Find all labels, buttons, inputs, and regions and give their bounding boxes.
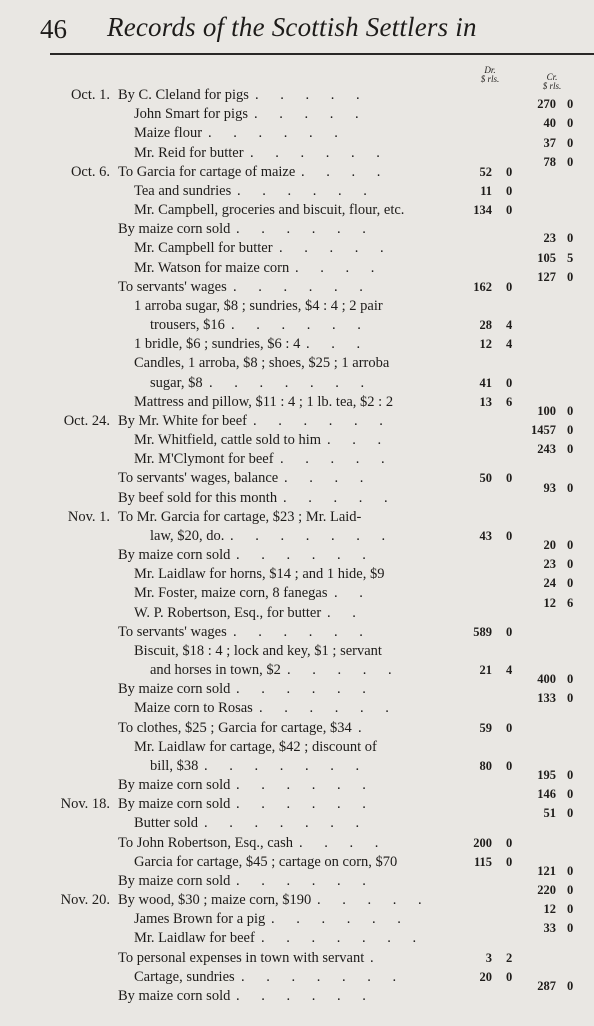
dot-leader: . . . — [327, 432, 391, 448]
entry-description: By Mr. White for beef — [118, 413, 247, 429]
credit-amount-dollars: 105 — [537, 251, 556, 265]
debit-amount-reals: 0 — [506, 721, 513, 735]
credit-amount — [0, 114, 594, 133]
dot-leader: . . . . . . — [271, 911, 410, 927]
entry-description: Mr. Laidlaw for cartage, $42 ; discount of — [134, 739, 377, 755]
entry-description: Mr. Campbell for butter — [134, 240, 273, 256]
credit-amount-reals: 0 — [567, 231, 574, 245]
credit-amount-dollars: 243 — [537, 442, 556, 456]
credit-amount — [0, 862, 594, 881]
dot-leader: . . . . . . . — [230, 528, 395, 544]
dot-leader: . . . . . . — [236, 796, 375, 812]
credit-amount — [0, 95, 594, 114]
entry-date: Oct. 24. — [63, 413, 110, 429]
ledger-row — [0, 270, 594, 297]
debit-amount-dollars: 43 — [479, 529, 492, 543]
debit-amount-dollars: 50 — [479, 471, 492, 485]
credit-amount-dollars: 23 — [543, 231, 556, 245]
dot-leader: . . . . . . . — [204, 758, 369, 774]
credit-amount-reals: 0 — [567, 787, 574, 801]
ledger-row — [0, 182, 594, 201]
ledger-row — [0, 642, 594, 661]
credit-amount — [0, 594, 594, 613]
credit-amount-reals: 0 — [567, 136, 574, 150]
entry-description: law, $20, do. — [150, 528, 225, 544]
credit-amount-reals: 0 — [567, 557, 574, 571]
ledger-row — [0, 596, 594, 623]
credit-amount-dollars: 20 — [543, 538, 556, 552]
entry-description: Candles, 1 arroba, $8 ; shoes, $25 ; 1 arroba — [134, 355, 390, 371]
dot-leader: . — [370, 950, 383, 966]
debit-amount-dollars: 134 — [473, 203, 492, 217]
debit-amount-reals: 0 — [506, 184, 513, 198]
debit-amount-reals: 4 — [506, 318, 513, 332]
credit-amount-reals: 0 — [567, 481, 574, 495]
debit-amount — [0, 201, 594, 220]
debit-amount-reals: 0 — [506, 759, 513, 773]
credit-amount-dollars: 121 — [537, 864, 556, 878]
dot-leader: . . . . . . — [259, 700, 398, 716]
credit-amount — [0, 900, 594, 919]
credit-amount-dollars: 51 — [543, 806, 556, 820]
entry-date: Nov. 18. — [60, 796, 110, 812]
credit-amount-dollars: 78 — [543, 155, 556, 169]
dot-leader: . . . . . . . — [261, 930, 426, 946]
debit-amount-dollars: 80 — [479, 759, 492, 773]
entry-description: sugar, $8 — [150, 375, 203, 391]
entry-description: By beef sold for this month — [118, 490, 278, 506]
credit-amount-dollars: 270 — [537, 97, 556, 111]
ledger-row — [0, 316, 594, 335]
entry-date: Nov. 20. — [60, 892, 110, 908]
dot-leader: . . . . . — [279, 240, 393, 256]
entry-description: Cartage, sundries — [134, 969, 235, 985]
entry-description: By maize corn sold — [118, 681, 231, 697]
credit-amount — [0, 479, 594, 498]
debit-amount — [0, 335, 594, 354]
credit-amount-reals: 0 — [567, 404, 574, 418]
debit-amount-reals: 2 — [506, 951, 513, 965]
ledger-row — [0, 297, 594, 316]
credit-amount-dollars: 195 — [537, 768, 556, 782]
dot-leader: . . . . . . — [236, 547, 375, 563]
credit-amount — [0, 574, 594, 593]
credit-amount-dollars: 23 — [543, 557, 556, 571]
ledger-row — [0, 949, 594, 968]
entry-description: To servants' wages — [118, 279, 227, 295]
ledger-row — [0, 155, 594, 182]
entry-date: Oct. 6. — [70, 164, 110, 180]
ledger-row — [0, 201, 594, 220]
dot-leader: . . . . . . — [250, 145, 389, 161]
dot-leader: . . . . . — [287, 662, 401, 678]
credit-amount-dollars: 24 — [543, 576, 556, 590]
dot-leader: . . . . . . — [231, 317, 370, 333]
debit-amount-reals: 0 — [506, 280, 513, 294]
ledger-row — [0, 691, 594, 718]
dot-leader: . . . . . . — [233, 624, 372, 640]
credit-amount — [0, 689, 594, 708]
debit-amount — [0, 834, 594, 853]
entry-description: By maize corn sold — [118, 796, 231, 812]
debit-amount-reals: 4 — [506, 663, 513, 677]
debit-amount-reals: 6 — [506, 395, 513, 409]
credit-amount-reals: 0 — [567, 423, 574, 437]
entry-description: Mr. Reid for butter — [134, 145, 244, 161]
entry-date: Nov. 1. — [67, 509, 110, 525]
credit-amount-reals: 0 — [567, 979, 574, 993]
credit-amount-reals: 0 — [567, 864, 574, 878]
dot-leader: . — [358, 720, 371, 736]
credit-amount-reals: 0 — [567, 155, 574, 169]
debit-amount-dollars: 589 — [473, 625, 492, 639]
entry-description: Mattress and pillow, $11 : 4 ; 1 lb. tea, $2 : 2 — [134, 394, 394, 410]
entry-description: Mr. Foster, maize corn, 8 fanegas — [134, 585, 328, 601]
debit-amount-dollars: 41 — [479, 376, 492, 390]
debit-amount — [0, 719, 594, 738]
dot-leader: . . . . . . . — [241, 969, 406, 985]
dot-leader: . . . . . . — [236, 777, 375, 793]
credit-amount-reals: 0 — [567, 672, 574, 686]
credit-amount-dollars: 400 — [537, 672, 556, 686]
entry-description: By maize corn sold — [118, 873, 231, 889]
debit-amount — [0, 949, 594, 968]
entry-description: By wood, $30 ; maize corn, $190 — [118, 892, 312, 908]
dot-leader: . . . . . — [283, 490, 397, 506]
credit-amount-reals: 0 — [567, 442, 574, 456]
entry-description: Mr. Laidlaw for horns, $14 ; and 1 hide, $9 — [134, 566, 385, 582]
entry-description: To John Robertson, Esq., cash — [118, 835, 293, 851]
dot-leader: . . . . — [284, 470, 373, 486]
debit-amount-reals: 0 — [506, 203, 513, 217]
dot-leader: . . . . . — [317, 892, 431, 908]
ledger-row — [0, 834, 594, 853]
debit-amount-dollars: 52 — [479, 165, 492, 179]
credit-amount — [0, 153, 594, 172]
credit-amount-reals: 5 — [567, 251, 574, 265]
debit-amount-dollars: 3 — [485, 951, 492, 965]
debit-amount-dollars: 12 — [479, 337, 492, 351]
ledger-row — [0, 335, 594, 354]
entry-description: Mr. Laidlaw for beef — [134, 930, 255, 946]
debit-amount — [0, 182, 594, 201]
credit-amount — [0, 402, 594, 421]
debit-amount-dollars: 28 — [479, 318, 492, 332]
credit-amount — [0, 555, 594, 574]
credit-amount — [0, 881, 594, 900]
credit-amount — [0, 977, 594, 996]
entry-description: Mr. Campbell, groceries and biscuit, flour, etc. — [134, 202, 405, 218]
page-number: 46 — [40, 14, 67, 44]
credit-amount-reals: 0 — [567, 270, 574, 284]
ledger-row — [0, 481, 594, 508]
dot-leader: . . — [334, 585, 372, 601]
dot-leader: . . . . . . — [236, 988, 375, 1004]
ledger-row — [0, 738, 594, 757]
debit-amount — [0, 316, 594, 335]
debit-amount-reals: 0 — [506, 376, 513, 390]
ledger-row — [0, 623, 594, 642]
debit-amount — [0, 623, 594, 642]
entry-description: James Brown for a pig — [134, 911, 266, 927]
debit-amount-dollars: 59 — [479, 721, 492, 735]
debit-amount-dollars: 13 — [479, 395, 492, 409]
credit-amount-reals: 6 — [567, 596, 574, 610]
debit-amount-dollars: 21 — [479, 663, 492, 677]
credit-amount — [0, 804, 594, 823]
ledger-row — [0, 979, 594, 1006]
ledger-row — [0, 921, 594, 948]
credit-amount — [0, 229, 594, 248]
dot-leader: . . . . — [299, 835, 388, 851]
header-rule — [50, 53, 594, 55]
credit-amount-dollars: 287 — [537, 979, 556, 993]
entry-description: To servants' wages, balance — [118, 470, 279, 486]
entry-description: By maize corn sold — [118, 988, 231, 1004]
entry-description: By maize corn sold — [118, 221, 231, 237]
entry-description: By maize corn sold — [118, 777, 231, 793]
ledger-row — [0, 442, 594, 469]
credit-amount-dollars: 100 — [537, 404, 556, 418]
credit-amount-dollars: 40 — [543, 116, 556, 130]
debit-amount — [0, 374, 594, 393]
credit-amount-reals: 0 — [567, 576, 574, 590]
entry-description: To Garcia for cartage of maize — [118, 164, 296, 180]
dot-leader: . . . . . . — [236, 681, 375, 697]
dot-leader: . . . . . . . — [209, 375, 374, 391]
dot-leader: . . . . — [295, 260, 384, 276]
debit-amount-reals: 0 — [506, 471, 513, 485]
credit-amount-reals: 0 — [567, 902, 574, 916]
dot-leader: . . . . . . . — [204, 815, 369, 831]
debit-amount-reals: 0 — [506, 855, 513, 869]
ledger-row — [0, 374, 594, 393]
entry-description: and horses in town, $2 — [150, 662, 281, 678]
entry-description: Maize corn to Rosas — [134, 700, 253, 716]
debit-amount-dollars: 11 — [480, 184, 492, 198]
dot-leader: . . — [327, 605, 365, 621]
debit-amount-dollars: 162 — [473, 280, 492, 294]
entry-description: Biscuit, $18 : 4 ; lock and key, $1 ; servant — [134, 643, 382, 659]
ledger-row — [0, 354, 594, 373]
credit-amount-reals: 0 — [567, 691, 574, 705]
debit-amount-reals: 0 — [506, 165, 513, 179]
credit-amount — [0, 670, 594, 689]
credit-amount — [0, 249, 594, 268]
credit-amount-dollars: 33 — [543, 921, 556, 935]
credit-amount — [0, 766, 594, 785]
credit-column-heading: Cr. $ rls. — [542, 72, 562, 91]
dot-leader: . . . . . . — [253, 413, 392, 429]
credit-amount-dollars: 12 — [543, 902, 556, 916]
entry-description: Maize flour — [134, 125, 203, 141]
credit-amount — [0, 919, 594, 938]
entry-description: John Smart for pigs — [134, 106, 248, 122]
debit-amount-reals: 4 — [506, 337, 513, 351]
entry-description: By C. Cleland for pigs — [118, 87, 249, 103]
credit-amount-dollars: 1457 — [531, 423, 556, 437]
ledger-row — [0, 508, 594, 527]
debit-amount-reals: 0 — [506, 625, 513, 639]
debit-amount-dollars: 115 — [473, 855, 492, 869]
credit-amount — [0, 440, 594, 459]
entry-description: Butter sold — [134, 815, 199, 831]
entry-description: Mr. Watson for maize corn — [134, 260, 290, 276]
credit-amount — [0, 421, 594, 440]
entry-description: To Mr. Garcia for cartage, $23 ; Mr. Laid- — [118, 509, 362, 525]
entry-description: Tea and sundries — [134, 183, 232, 199]
debit-column-heading: Dr. $ rls. — [480, 65, 500, 84]
entry-description: W. P. Robertson, Esq., for butter — [134, 605, 322, 621]
entry-date: Oct. 1. — [70, 87, 110, 103]
entry-description: trousers, $16 — [150, 317, 225, 333]
credit-amount-reals: 0 — [567, 883, 574, 897]
entry-description: Mr. M'Clymont for beef — [134, 451, 274, 467]
dot-leader: . . . . . — [280, 451, 394, 467]
credit-amount-dollars: 133 — [537, 691, 556, 705]
entry-description: 1 arroba sugar, $8 ; sundries, $4 : 4 ; 2 pair — [134, 298, 383, 314]
entry-description: By maize corn sold — [118, 547, 231, 563]
credit-amount-reals: 0 — [567, 116, 574, 130]
entry-description: Garcia for cartage, $45 ; cartage on corn, $70 — [134, 854, 398, 870]
debit-amount-reals: 0 — [506, 836, 513, 850]
credit-amount-dollars: 146 — [537, 787, 556, 801]
entry-description: To personal expenses in town with servant — [118, 950, 365, 966]
credit-amount-reals: 0 — [567, 538, 574, 552]
dot-leader: . . . . . . — [236, 873, 375, 889]
ledger-row — [0, 719, 594, 738]
dot-leader: . . . . . . — [237, 183, 376, 199]
running-title: Records of the Scottish Settlers in — [107, 12, 477, 42]
debit-amount-reals: 0 — [506, 970, 513, 984]
debit-amount-dollars: 20 — [479, 970, 492, 984]
dot-leader: . . . . . — [254, 106, 368, 122]
ledger-row — [0, 806, 594, 833]
credit-amount — [0, 785, 594, 804]
entry-description: To clothes, $25 ; Garcia for cartage, $34 — [118, 720, 352, 736]
credit-amount-dollars: 127 — [537, 270, 556, 284]
dot-leader: . . . . . . — [236, 221, 375, 237]
entry-description: bill, $38 — [150, 758, 199, 774]
credit-amount — [0, 268, 594, 287]
credit-amount-reals: 0 — [567, 806, 574, 820]
credit-amount — [0, 536, 594, 555]
dot-leader: . . . . . — [255, 87, 369, 103]
dot-leader: . . . . — [301, 164, 390, 180]
credit-amount-dollars: 220 — [537, 883, 556, 897]
credit-amount-reals: 0 — [567, 768, 574, 782]
dot-leader: . . . . . . — [208, 125, 347, 141]
credit-amount-reals: 0 — [567, 921, 574, 935]
debit-amount-dollars: 200 — [473, 836, 492, 850]
entry-description: 1 bridle, $6 ; sundries, $6 : 4 — [134, 336, 301, 352]
entry-description: Mr. Whitfield, cattle sold to him — [134, 432, 321, 448]
credit-amount — [0, 134, 594, 153]
credit-amount-dollars: 37 — [543, 136, 556, 150]
credit-amount-dollars: 93 — [543, 481, 556, 495]
credit-amount-reals: 0 — [567, 97, 574, 111]
entry-description: To servants' wages — [118, 624, 227, 640]
dot-leader: . . . — [306, 336, 370, 352]
debit-amount-reals: 0 — [506, 529, 513, 543]
credit-amount-dollars: 12 — [543, 596, 556, 610]
dot-leader: . . . . . . — [233, 279, 372, 295]
